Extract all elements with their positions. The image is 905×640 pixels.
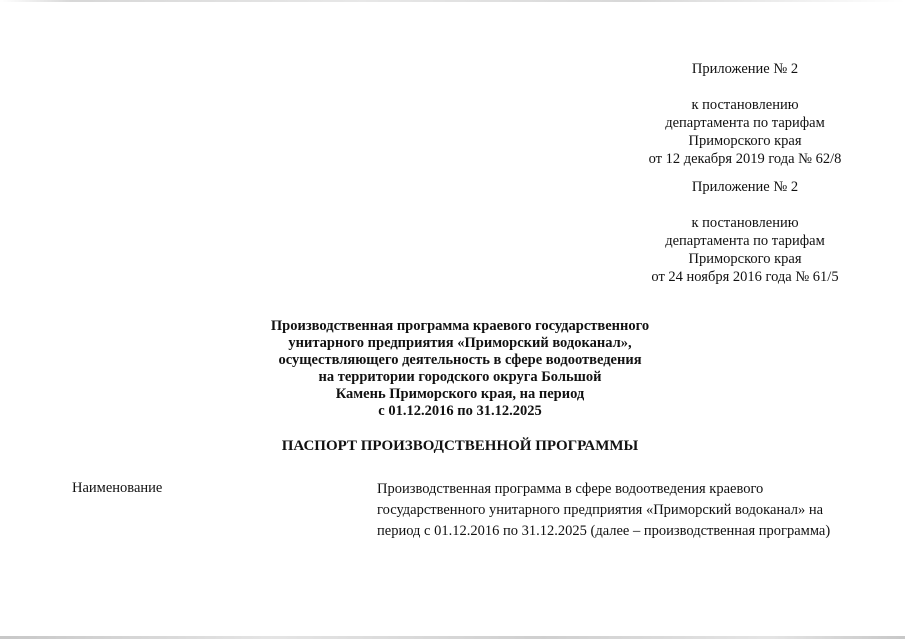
appendix-title: Приложение № 2 (691, 179, 799, 195)
scan-edge-bottom (0, 636, 905, 639)
appendix-line: департамента по тарифам (665, 115, 825, 131)
passport-value-line: Производственная программа в сфере водоотведения краевого (377, 481, 764, 497)
appendix-block-2016 (630, 178, 860, 286)
program-title (240, 318, 680, 420)
passport-value-line: государственного унитарного предприятия «Приморский водоканал» на (377, 502, 824, 518)
program-title-line: осуществляющего деятельность в сфере водоотведения (278, 352, 642, 368)
appendix-date-line: от 12 декабря 2019 года № 62/8 (648, 151, 842, 167)
passport-heading: ПАСПОРТ ПРОИЗВОДСТВЕННОЙ ПРОГРАММЫ (281, 438, 639, 454)
program-title-line: с 01.12.2016 по 31.12.2025 (378, 403, 542, 419)
program-title-line: унитарного предприятия «Приморский водоканал», (288, 335, 632, 351)
program-title-line: на территории городского округа Большой (318, 369, 602, 385)
appendix-line: к постановлению (691, 215, 799, 231)
program-title-line: Камень Приморского края, на период (335, 386, 585, 402)
program-title-line: Производственная программа краевого государственного (270, 318, 650, 334)
appendix-line: к постановлению (691, 97, 799, 113)
scan-edge-top (0, 0, 905, 2)
appendix-line: Приморского края (688, 251, 802, 267)
appendix-title: Приложение № 2 (691, 61, 799, 77)
passport-value-line: период с 01.12.2016 по 31.12.2025 (далее – производственная программа) (377, 523, 831, 539)
appendix-block-2019 (630, 60, 860, 168)
passport-row-value (377, 479, 867, 542)
appendix-line: департамента по тарифам (665, 233, 825, 249)
appendix-line: Приморского края (688, 133, 802, 149)
appendix-date-line: от 24 ноября 2016 года № 61/5 (651, 269, 839, 285)
passport-row-label: Наименование (72, 480, 163, 496)
